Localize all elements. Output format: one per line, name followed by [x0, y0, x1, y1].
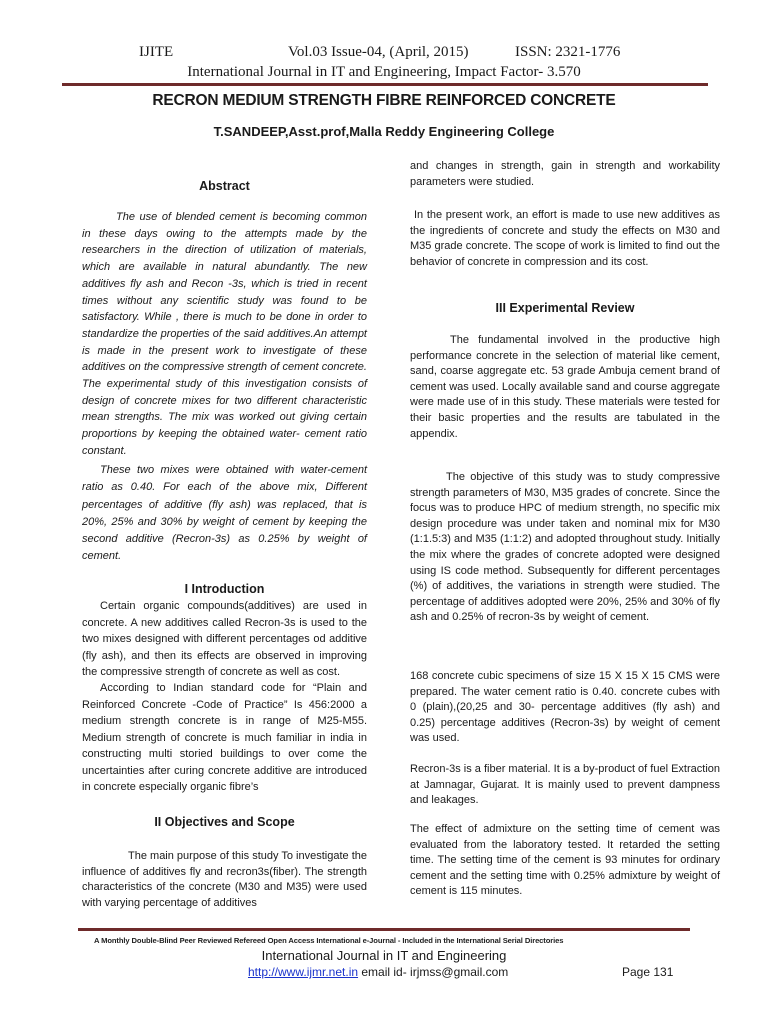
paper-author: T.SANDEEP,Asst.prof,Malla Reddy Engineering College	[213, 124, 555, 139]
footer-divider	[78, 928, 690, 931]
present-work-paragraph: In the present work, an effort is made to use new additives as the ingredients of concrete and study the effects on M30 and M35 grade concrete. The scope of work is limited to find out the behavior of concrete in compression and its cost.	[410, 209, 720, 268]
objectives-paragraph-continued: and changes in strength, gain in strength and workability parameters were studied.	[410, 160, 720, 188]
introduction-heading: I Introduction	[184, 582, 265, 596]
introduction-paragraph: Certain organic compounds(additives) are used in concrete. A new additives called Recron-3s is used to the two mixes designed with different percentages od additive (fly ash), and then its effects are observed in improving the compressive strength of concrete as well as cost.	[82, 600, 367, 678]
experimental-paragraph: The objective of this study was to study compressive strength parameters of M30, M35 grades of concrete. Since the focus was to produce HPC of medium strength, no specific mix design procedure was under taken and nominal mix for M30 (1:1.5:3) and M35 (1:1:2) and adopted throughout study. Initially the mix where the grades of concrete adopted were designed using IS code method. Subsequently for different percentages (%) of additives, the variations in strength were studied. The percentage of additives adopted were 20%, 25% and 30% of fly ash and 0.25% of recron-3s by weight of cement.	[410, 471, 720, 624]
introduction-paragraph: According to Indian standard code for “Plain and Reinforced Concrete -Code of Practice” Is 456:2000 a medium strength concrete is in range of M25-M55. Medium strength of concrete is much familiar in india in constructing multi storied buildings to over come the uncertainties after curing concrete additive are introduced in concrete especially organic fibre’s	[82, 682, 367, 793]
experimental-paragraph: The fundamental involved in the productive high performance concrete in the selection of material like cement, sand, coarse aggregate etc. 53 grade Ambuja cement brand of cement was used. Locally available sand and course aggregate were made use of in this study. These materials were tested for their basic properties and the results are tabulated in the appendix.	[410, 334, 720, 440]
abstract-heading: Abstract	[199, 179, 250, 193]
footer-contact	[248, 965, 508, 979]
paper-title: RECRON MEDIUM STRENGTH FIBRE REINFORCED CONCRETE	[152, 92, 616, 109]
experimental-paragraph: Recron-3s is a fiber material. It is a by-product of fuel Extraction at Jamnagar, Gujarat. It is mainly used to prevent dampness and leakages.	[410, 763, 720, 807]
footer-email: email id- irjmss@gmail.com	[358, 965, 509, 979]
page-number: Page 131	[622, 965, 674, 979]
objectives-paragraph: The main purpose of this study To investigate the influence of additives fly and recron3s(fiber). The strength characteristics of the concrete (M30 and M35) were used with varying percentage of additives	[82, 850, 367, 909]
journal-abbrev: IJITE	[139, 44, 174, 60]
journal-volume: Vol.03 Issue-04, (April, 2015)	[288, 44, 469, 60]
journal-subtitle: International Journal in IT and Engineering, Impact Factor- 3.570	[187, 64, 581, 80]
abstract-paragraph: The use of blended cement is becoming common in these days owing to the attempts made by the researchers in the direction of utilization of materials, which are available in natural abundantly. The new additives fly ash and Recon -3s, which is tried in recent times without any scientific study was found to be satisfactory. While , there is much to be done in order to standardize the properties of the said additives.An attempt is made in the present work to investigate of these additives on the compressive strength of cement concrete. The experimental study of this investigation consists of design of concrete mixes for two different characteristic mean strengths. The mix was worked out giving certain proportions by keeping the obtained water- cement ratio constant.	[82, 211, 367, 457]
journal-website-link[interactable]: http://www.ijmr.net.in	[248, 965, 359, 979]
footer-journal-name: International Journal in IT and Engineering	[261, 948, 507, 963]
abstract-paragraph: These two mixes were obtained with water-cement ratio as 0.40. For each of the above mix, Different percentages of additive (fly ash) was replaced, that is 20%, 25% and 30% by weight of cement by keeping the second additive (Recron-3s) as 0.25% by weight of cement.	[82, 464, 367, 563]
experimental-paragraph: 168 concrete cubic specimens of size 15 X 15 X 15 CMS were prepared. The water cement ratio is 0.40. concrete cubes with 0 (plain),(20,25 and 30- percentage additives (fly ash) and 0.25) percentage additives (Recron-3s) by weight of cement was used.	[410, 670, 720, 745]
header-divider	[62, 83, 708, 86]
footer-tagline: A Monthly Double-Blind Peer Reviewed Refereed Open Access International e-Journal - Included in the International Serial Directories	[94, 936, 564, 945]
experimental-review-heading: III Experimental Review	[495, 301, 635, 315]
experimental-paragraph: The effect of admixture on the setting time of cement was evaluated from the laboratory tested. It retarded the setting time. The setting time of the cement is 93 minutes for ordinary cement and the setting time with 0.25% admixture by weight of cement is 115 minutes.	[410, 823, 720, 898]
journal-issn: ISSN: 2321-1776	[515, 44, 621, 60]
objectives-heading: II Objectives and Scope	[154, 815, 295, 829]
